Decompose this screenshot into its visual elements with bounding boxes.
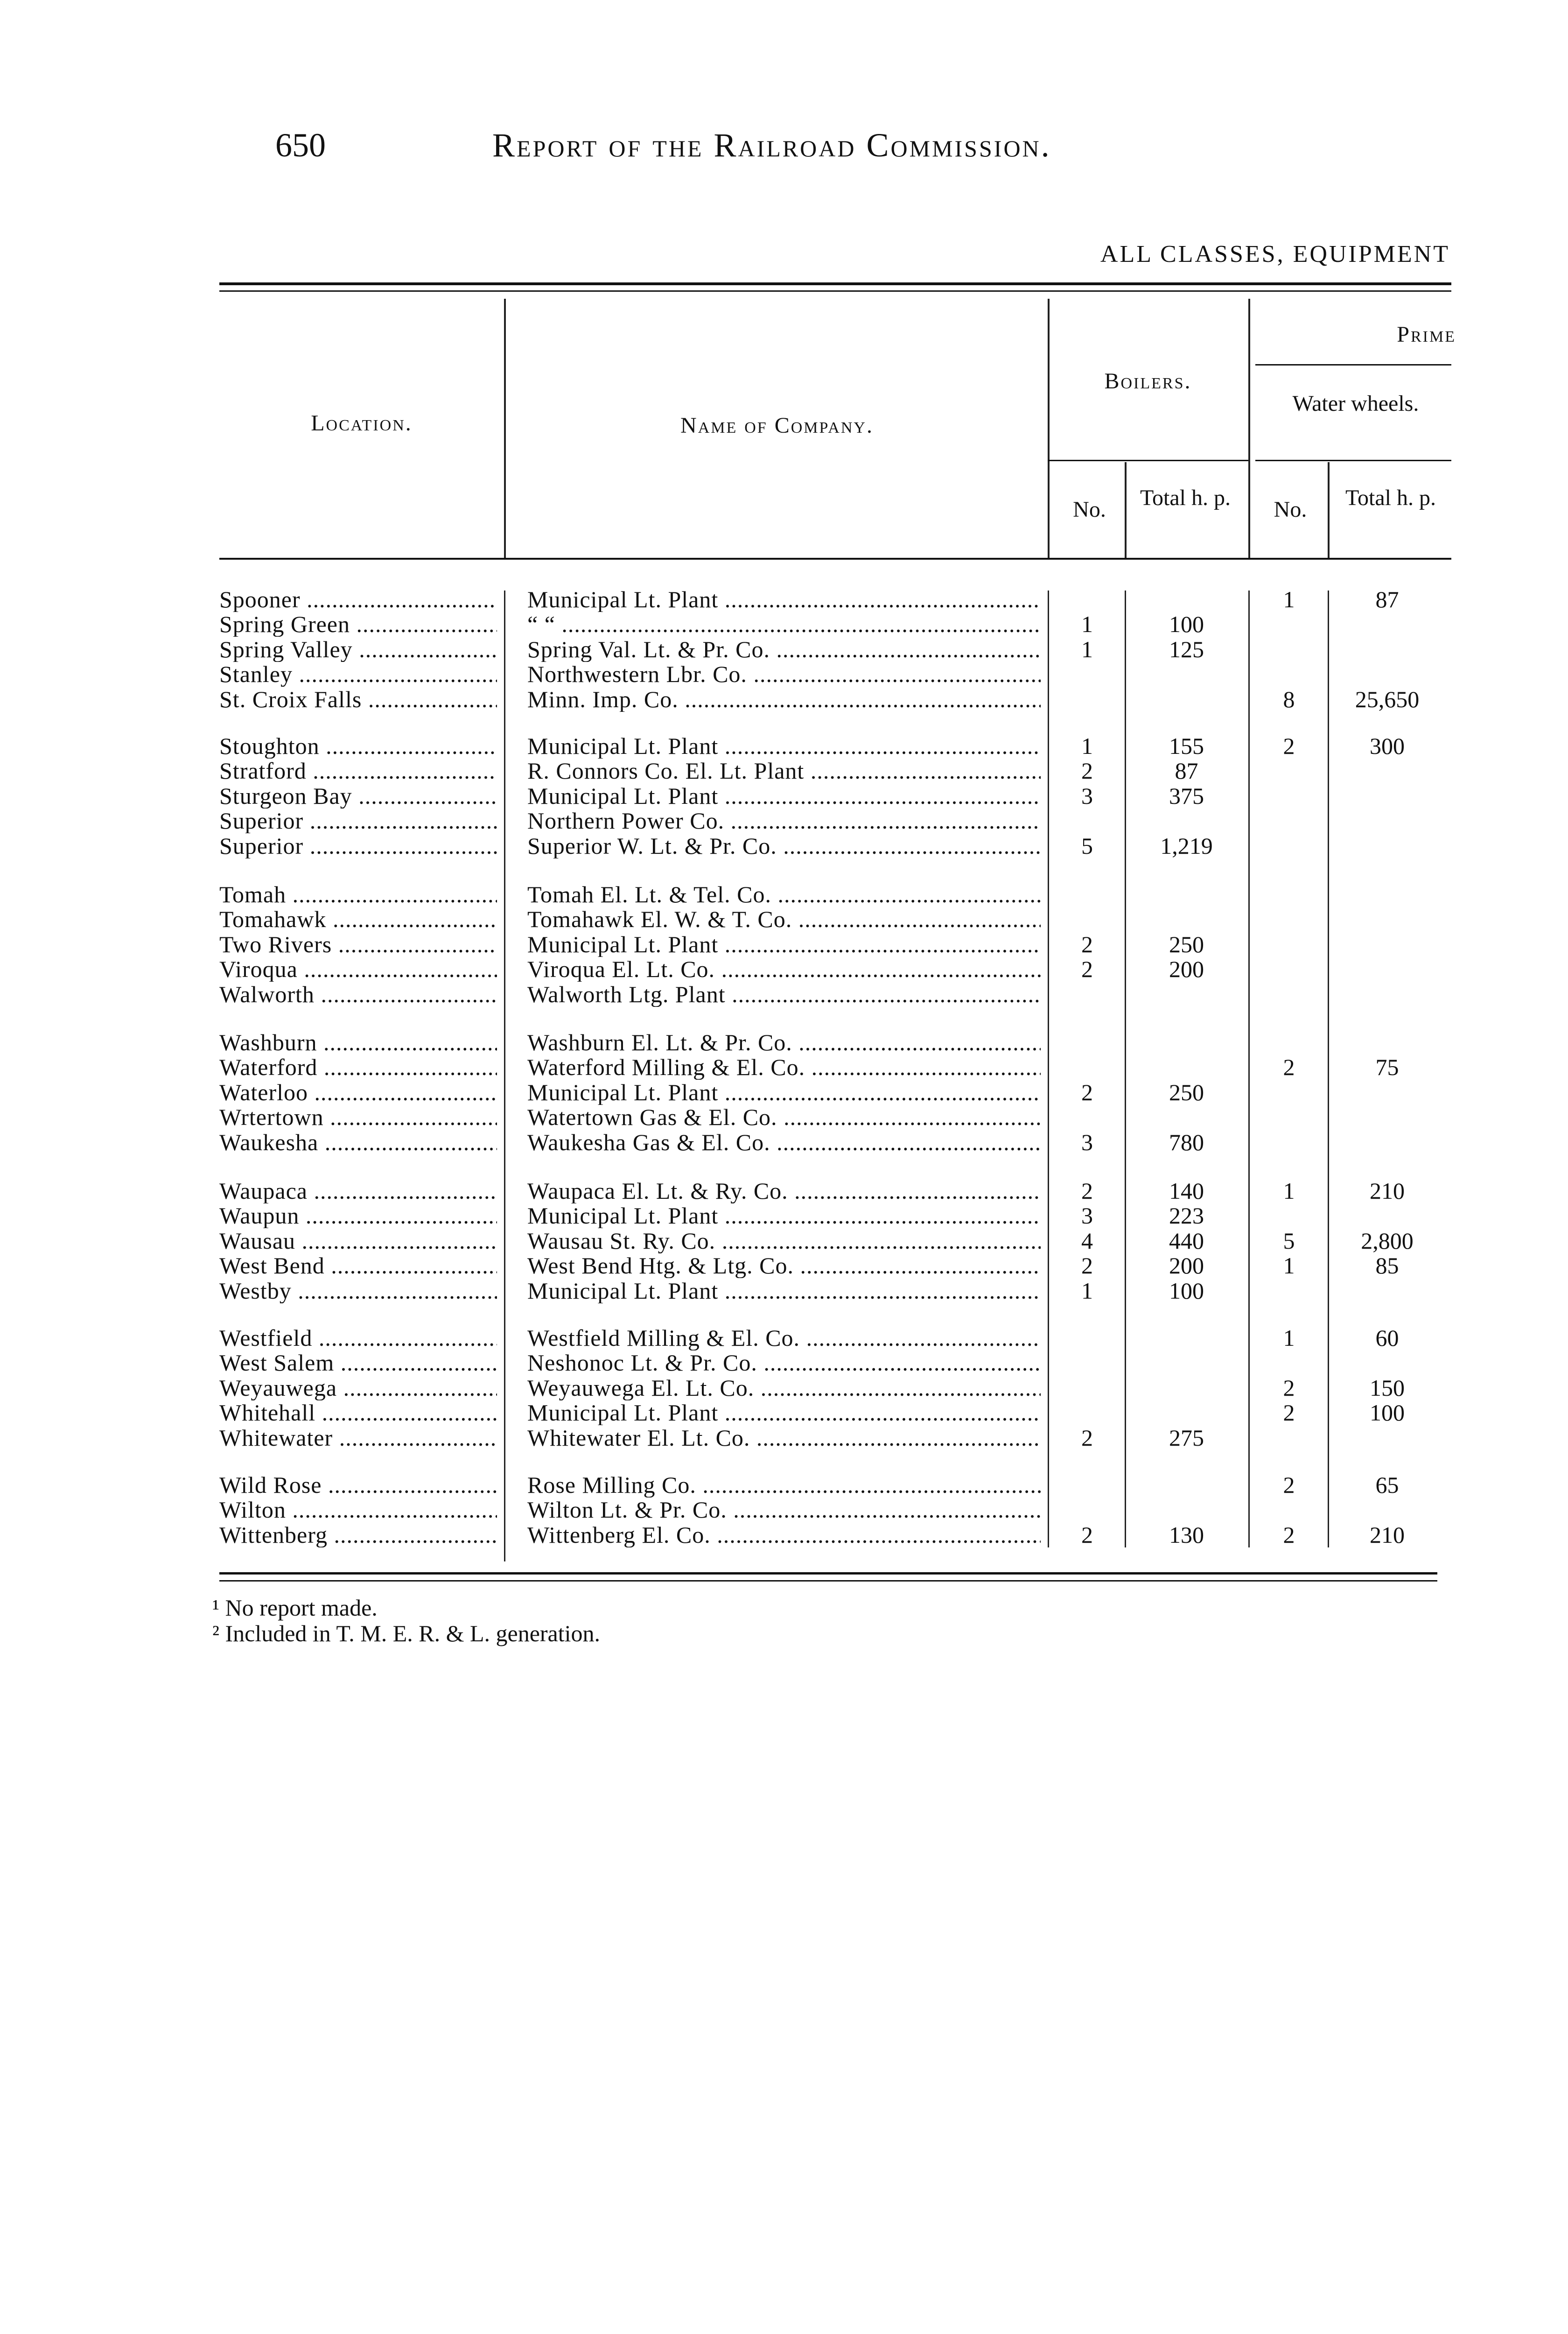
cell-wheel-hp: 75: [1375, 1055, 1399, 1080]
cell-location: Walworth .....: [219, 982, 497, 1007]
cell-location: Westfield .....: [219, 1326, 497, 1350]
cell-boiler-no: 3: [1081, 1130, 1093, 1155]
header-rule: [1255, 460, 1451, 461]
cell-location: Wilton .....: [219, 1497, 497, 1522]
cell-boiler-hp: 1,219: [1160, 834, 1213, 858]
cell-wheel-hp: 300: [1370, 734, 1405, 759]
cell-location: Spooner .....: [219, 587, 497, 612]
cell-boiler-hp: 130: [1169, 1523, 1204, 1547]
cell-location: Tomahawk .....: [219, 907, 497, 932]
cell-wheel-hp: 60: [1375, 1326, 1399, 1350]
cell-company: Rose Milling Co. .....: [527, 1473, 1041, 1497]
header-rule: [1255, 364, 1451, 366]
cell-wheel-hp: 100: [1370, 1400, 1405, 1425]
cell-company: Wittenberg El. Co. .....: [527, 1523, 1041, 1547]
cell-company: Municipal Lt. Plant .....: [527, 734, 1041, 759]
cell-location: West Salem .....: [219, 1350, 497, 1375]
cell-boiler-hp: 440: [1169, 1229, 1204, 1253]
cell-company: Watertown Gas & El. Co. .....: [527, 1105, 1041, 1130]
cell-wheel-no: 2: [1283, 734, 1295, 759]
column-divider: [1328, 591, 1329, 1547]
cell-company: West Bend Htg. & Ltg. Co. .....: [527, 1253, 1041, 1278]
column-divider: [1328, 462, 1330, 558]
cell-boiler-no: 2: [1081, 1426, 1093, 1450]
column-divider: [1125, 591, 1126, 1547]
cell-location: Waterford .....: [219, 1055, 497, 1080]
cell-wheel-no: 1: [1283, 587, 1295, 612]
cell-company: Municipal Lt. Plant .....: [527, 1203, 1041, 1228]
cell-location: Two Rivers .....: [219, 932, 497, 957]
cell-location: Washburn .....: [219, 1030, 497, 1055]
cell-wheel-no: 8: [1283, 687, 1295, 712]
cell-company: Municipal Lt. Plant .....: [527, 1080, 1041, 1105]
cell-location: Waukesha .....: [219, 1130, 497, 1155]
cell-wheel-no: 1: [1283, 1179, 1295, 1203]
cell-company: Neshonoc Lt. & Pr. Co. .....: [527, 1350, 1041, 1375]
cell-company: Viroqua El. Lt. Co. .....: [527, 957, 1041, 982]
cell-boiler-hp: 100: [1169, 1279, 1204, 1303]
cell-wheel-hp: 65: [1375, 1473, 1399, 1497]
cell-company: Northwestern Lbr. Co. .....: [527, 662, 1041, 687]
header-company: Name of Company.: [680, 413, 874, 438]
cell-boiler-hp: 100: [1169, 612, 1204, 637]
cell-location: Superior .....: [219, 834, 497, 858]
cell-company: “ “ .....: [527, 612, 1041, 637]
cell-company: Weyauwega El. Lt. Co. .....: [527, 1376, 1041, 1400]
column-divider: [1248, 299, 1250, 558]
cell-company: R. Connors Co. El. Lt. Plant .....: [527, 759, 1041, 783]
cell-company: Municipal Lt. Plant .....: [527, 1400, 1041, 1425]
cell-wheel-hp: 210: [1370, 1523, 1405, 1547]
cell-boiler-hp: 250: [1169, 1080, 1204, 1105]
header-rule: [1048, 460, 1248, 461]
cell-wheel-no: 2: [1283, 1376, 1295, 1400]
cell-company: Waterford Milling & El. Co. .....: [527, 1055, 1041, 1080]
cell-company: Waukesha Gas & El. Co. .....: [527, 1130, 1041, 1155]
cell-company: Wilton Lt. & Pr. Co. .....: [527, 1497, 1041, 1522]
table-top-rule: [219, 282, 1451, 285]
cell-boiler-no: 1: [1081, 637, 1093, 662]
cell-location: Stanley .....: [219, 662, 497, 687]
running-head: Report of the Railroad Commission.: [492, 127, 1051, 164]
header-location: Location.: [311, 411, 413, 436]
column-divider: [1048, 591, 1049, 1547]
header-wheel-total-hp: Total h. p.: [1345, 485, 1436, 510]
cell-location: Waupaca .....: [219, 1179, 497, 1203]
cell-location: Tomah .....: [219, 882, 497, 907]
cell-company: Waupaca El. Lt. & Ry. Co. .....: [527, 1179, 1041, 1203]
cell-company: Tomah El. Lt. & Tel. Co. .....: [527, 882, 1041, 907]
cell-location: Wild Rose .....: [219, 1473, 497, 1497]
cell-location: Westby .....: [219, 1279, 497, 1303]
cell-wheel-hp: 85: [1375, 1253, 1399, 1278]
table-top-rule-thin: [219, 290, 1451, 292]
cell-boiler-no: 1: [1081, 612, 1093, 637]
column-divider: [1248, 591, 1250, 1547]
column-divider: [504, 299, 506, 558]
cell-boiler-hp: 780: [1169, 1130, 1204, 1155]
cell-company: Spring Val. Lt. & Pr. Co. .....: [527, 637, 1041, 662]
cell-wheel-hp: 2,800: [1361, 1229, 1414, 1253]
cell-boiler-no: 3: [1081, 784, 1093, 808]
cell-company: Municipal Lt. Plant .....: [527, 1279, 1041, 1303]
table-bottom-rule: [219, 1572, 1437, 1575]
cell-company: Washburn El. Lt. & Pr. Co. .....: [527, 1030, 1041, 1055]
cell-boiler-no: 2: [1081, 1523, 1093, 1547]
cell-wheel-hp: 150: [1370, 1376, 1405, 1400]
cell-boiler-hp: 375: [1169, 784, 1204, 808]
cell-boiler-no: 2: [1081, 932, 1093, 957]
cell-location: Wittenberg .....: [219, 1523, 497, 1547]
cell-wheel-no: 2: [1283, 1055, 1295, 1080]
cell-location: Waupun .....: [219, 1203, 497, 1228]
cell-company: Municipal Lt. Plant .....: [527, 784, 1041, 808]
cell-wheel-hp: 210: [1370, 1179, 1405, 1203]
cell-boiler-hp: 223: [1169, 1203, 1204, 1228]
cell-location: Wausau .....: [219, 1229, 497, 1253]
cell-wheel-hp: 87: [1375, 587, 1399, 612]
cell-boiler-hp: 250: [1169, 932, 1204, 957]
cell-location: Viroqua .....: [219, 957, 497, 982]
cell-wheel-no: 2: [1283, 1400, 1295, 1425]
header-boilers: Boilers.: [1104, 369, 1192, 394]
header-boiler-no: No.: [1073, 497, 1106, 522]
cell-boiler-hp: 125: [1169, 637, 1204, 662]
cell-location: Wrtertown .....: [219, 1105, 497, 1130]
section-head: ALL CLASSES, EQUIPMENT: [1100, 241, 1450, 267]
cell-boiler-hp: 87: [1175, 759, 1198, 783]
cell-location: Stratford .....: [219, 759, 497, 783]
cell-company: Tomahawk El. W. & T. Co. .....: [527, 907, 1041, 932]
cell-company: Wausau St. Ry. Co. .....: [527, 1229, 1041, 1253]
cell-boiler-no: 5: [1081, 834, 1093, 858]
cell-location: St. Croix Falls .....: [219, 687, 497, 712]
header-boiler-total-hp: Total h. p.: [1140, 485, 1231, 510]
header-prime: Prime: [1397, 322, 1456, 347]
cell-company: Minn. Imp. Co. .....: [527, 687, 1041, 712]
cell-company: Whitewater El. Lt. Co. .....: [527, 1426, 1041, 1450]
cell-boiler-hp: 200: [1169, 957, 1204, 982]
column-divider: [1048, 299, 1050, 558]
cell-location: West Bend .....: [219, 1253, 497, 1278]
cell-wheel-no: 1: [1283, 1253, 1295, 1278]
cell-location: Spring Valley .....: [219, 637, 497, 662]
cell-boiler-no: 2: [1081, 759, 1093, 783]
footnote-1: ¹ No report made.: [212, 1595, 378, 1621]
cell-boiler-no: 2: [1081, 1253, 1093, 1278]
cell-wheel-no: 2: [1283, 1523, 1295, 1547]
cell-location: Sturgeon Bay .....: [219, 784, 497, 808]
header-bottom-rule: [219, 558, 1451, 560]
cell-location: Waterloo .....: [219, 1080, 497, 1105]
cell-location: Stoughton .....: [219, 734, 497, 759]
cell-boiler-no: 2: [1081, 957, 1093, 982]
cell-boiler-no: 3: [1081, 1203, 1093, 1228]
cell-wheel-no: 2: [1283, 1473, 1295, 1497]
column-divider: [504, 591, 505, 1561]
cell-company: Westfield Milling & El. Co. .....: [527, 1326, 1041, 1350]
column-divider: [1125, 462, 1127, 558]
cell-boiler-no: 2: [1081, 1080, 1093, 1105]
cell-location: Whitehall .....: [219, 1400, 497, 1425]
page-number: 650: [275, 127, 326, 164]
cell-boiler-no: 1: [1081, 1279, 1093, 1303]
cell-boiler-hp: 155: [1169, 734, 1204, 759]
cell-location: Spring Green .....: [219, 612, 497, 637]
cell-boiler-hp: 200: [1169, 1253, 1204, 1278]
cell-wheel-no: 5: [1283, 1229, 1295, 1253]
cell-company: Municipal Lt. Plant .....: [527, 587, 1041, 612]
cell-company: Superior W. Lt. & Pr. Co. .....: [527, 834, 1041, 858]
cell-company: Municipal Lt. Plant .....: [527, 932, 1041, 957]
cell-boiler-no: 2: [1081, 1179, 1093, 1203]
footnote-2: ² Included in T. M. E. R. & L. generation.: [212, 1620, 601, 1646]
cell-location: Superior .....: [219, 808, 497, 833]
cell-wheel-no: 1: [1283, 1326, 1295, 1350]
cell-boiler-no: 4: [1081, 1229, 1093, 1253]
header-water-wheels: Water wheels.: [1292, 391, 1419, 416]
cell-company: Northern Power Co. .....: [527, 808, 1041, 833]
cell-boiler-hp: 140: [1169, 1179, 1204, 1203]
cell-company: Walworth Ltg. Plant .....: [527, 982, 1041, 1007]
header-wheel-no: No.: [1274, 497, 1307, 522]
cell-location: Weyauwega .....: [219, 1376, 497, 1400]
cell-location: Whitewater .....: [219, 1426, 497, 1450]
cell-boiler-no: 1: [1081, 734, 1093, 759]
cell-wheel-hp: 25,650: [1355, 687, 1420, 712]
table-bottom-rule-thin: [219, 1580, 1437, 1582]
cell-boiler-hp: 275: [1169, 1426, 1204, 1450]
